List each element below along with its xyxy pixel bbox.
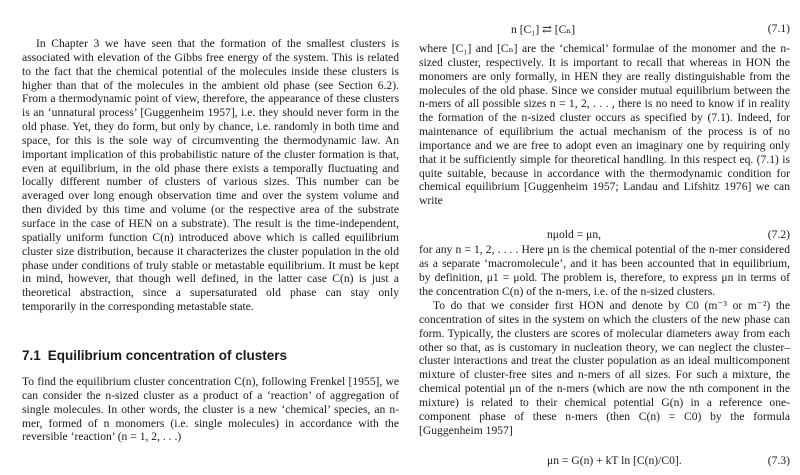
equation-7-1-body: n [C₁] ⇄ [Cₙ] (511, 23, 576, 36)
section-paragraph: To find the equilibrium cluster concentration C(n), following Frenkel [1955], we can consider the n-sized cluster as a product of a ‘reaction’ of aggregation of single molecules. In other words, the cluster is a new ‘chemical’ species, an n-mer, formed of n monomers (i.e. single molecules) in accordance with the reversible ‘reaction’ (n = 1, 2, . . .) (22, 375, 399, 444)
section-heading (22, 348, 287, 364)
equation-7-3 (419, 454, 790, 468)
equation-7-2 (419, 228, 790, 242)
paragraph-after-eq-7-2: for any n = 1, 2, . . . . Here μn is the chemical potential of the n-mer considered as a separate ‘macromolecule’, and it has been accounted that in equilibrium, by definition, μ1 = μold. The problem is, therefore, to express μn in terms of the concentration C(n) of the n-mers, i.e. of the n-sized clusters. (419, 243, 790, 298)
equation-7-3-number: (7.3) (767, 454, 790, 467)
equation-7-1 (419, 22, 790, 36)
equation-7-2-number: (7.2) (767, 228, 790, 241)
paragraph-after-eq-7-1: where [C₁] and [Cₙ] are the ‘chemical’ formulae of the monomer and the n-sized cluster, respectively. It is important to recall that whereas in HON the monomers are only formally, in HEN they are really distinguishable from the molecules of the old phase. Since we consider mutual equilibrium between the n-mers of all possible sizes n = 1, 2, . . . , there is no need to know if in reality the formation of the n-sized cluster occurs as specified by (7.1). Indeed, for maintenance of equilibrium the actual mechanism of the process is of no importance and we are free to adopt even an imaginary one by requiring only that it be sufficiently simple for theoretical handling. In this respect eq. (7.1) is quite suitable, because in accordance with the thermodynamic condition for chemical equilibrium [Guggenheim 1957; Landau and Lifshitz 1976] we can write (419, 42, 790, 208)
paragraph-hon-concentration: To do that we consider first HON and denote by C0 (m⁻³ or m⁻²) the concentration of sites in the system on which the clusters of the new phase can form. Typically, the clusters are scores of molecular diameters away from each other so that, as is customary in nucleation theory, we can neglect the cluster–cluster interactions and treat the cluster population as an ideal multicomponent mixture of cluster-free sites and n-mers of all sizes. For such a mixture, the chemical potential μn of the n-mers (which are now the nth component in the mixture) is related to their chemical potential G(n) in a reference one-component phase of these n-mers (then C(n) = C0) by the formula [Guggenheim 1957] (419, 299, 790, 437)
equation-7-1-number: (7.1) (767, 22, 790, 35)
equation-7-2-body: nμold = μn, (547, 228, 602, 241)
intro-paragraph: In Chapter 3 we have seen that the formation of the smallest clusters is associated with elevation of the Gibbs free energy of the system. This is related to the fact that the chemical potential of the molecules inside these clusters is higher than that of the molecules in the ambient old phase (see Section 6.2). From a thermodynamic point of view, therefore, the appearance of these clusters is an ‘unnatural process’ [Guggenheim 1957], i.e. they should never form in the old phase. Yet, they do form, but only by chance, i.e. randomly in both time and space, for this is the sole way of circumventing the thermodynamic law. An important implication of this probabilistic nature of the cluster formation is that, even at equilibrium, in the old phase there exists a temporally fluctuating and locally different number of clusters of various sizes. This number can be averaged over long enough observation time and over the system volume and then divided by this time and volume (or the respective area of the substrate surface in the case of HEN on a substrate). The result is the time-independent, spatially uniform function C(n) introduced above which is called equilibrium cluster size distribution, because it characterizes the cluster population in the old phase under conditions of truly stable or metastable equilibrium. It must be kept in mind, however, that though well defined, in the latter case C(n) is just a theoretical abstraction, since a supersaturated old phase can stay only temporarily in the corresponding metastable state. (22, 37, 399, 314)
section-title: Equilibrium concentration of clusters (47, 348, 288, 363)
section-number: 7.1 (22, 348, 41, 363)
equation-7-3-body: μn = G(n) + kT ln [C(n)/C0]. (547, 454, 682, 467)
